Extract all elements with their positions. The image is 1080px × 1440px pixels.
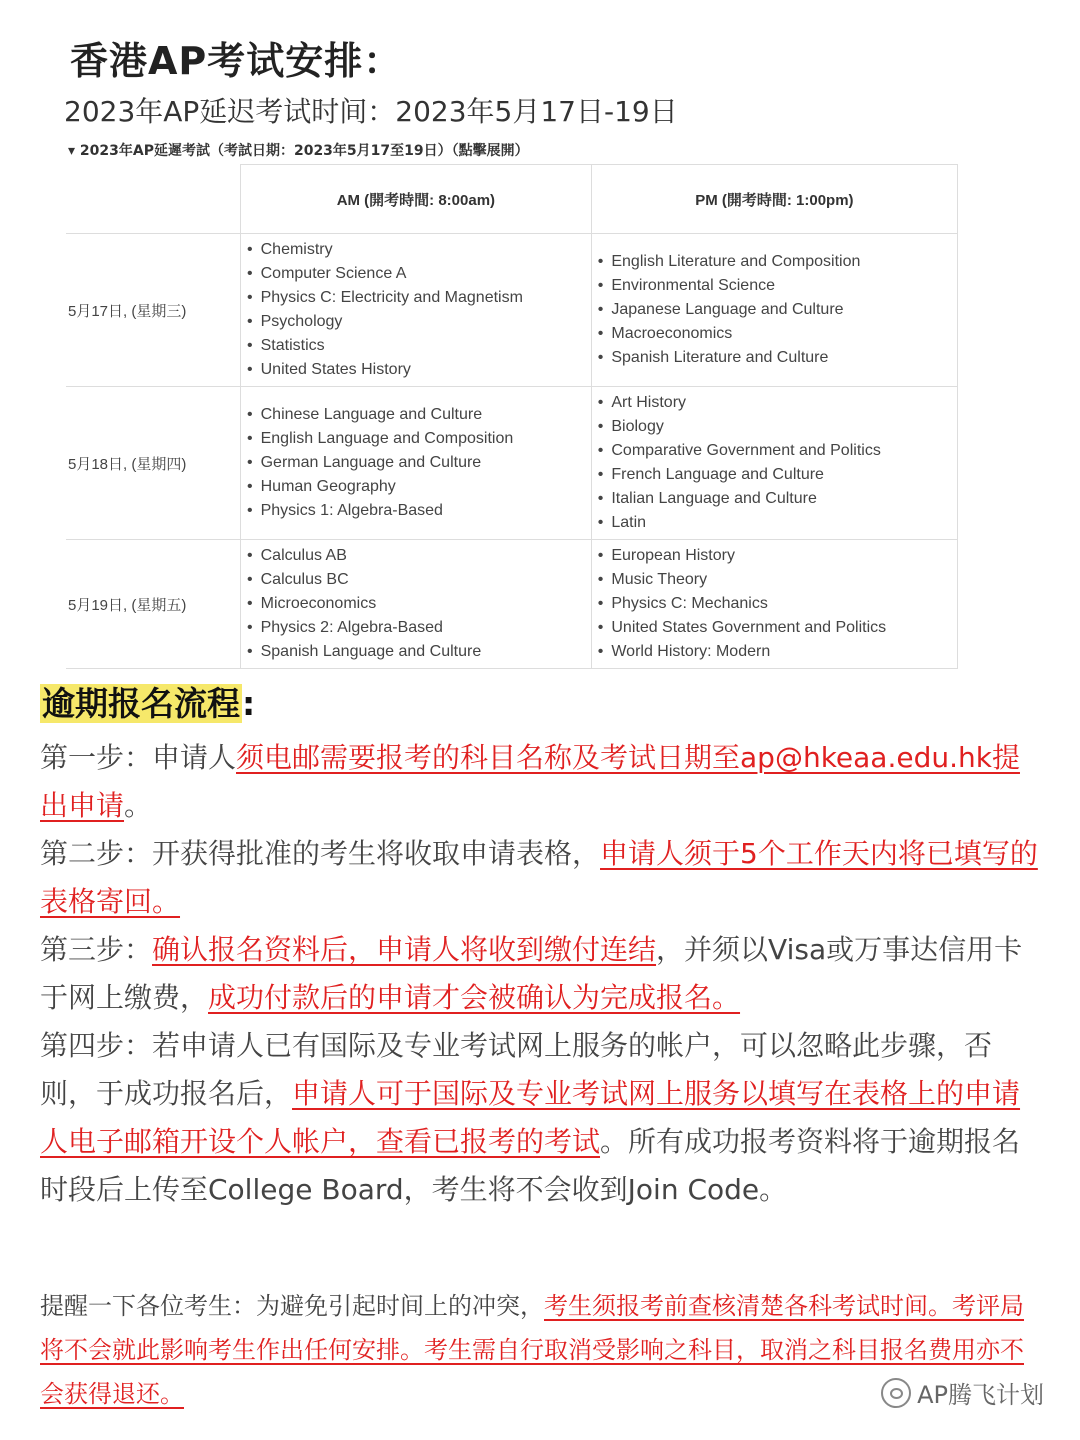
subject-item: • Psychology bbox=[247, 310, 591, 334]
subject-item: • European History bbox=[598, 544, 957, 568]
step-1-highlight: 须电邮需要报考的科目名称及考试日期至ap@hkeaa.edu.hk提出申请 bbox=[40, 741, 1020, 822]
step-3-highlight-2: 成功付款后的申请才会被确认为完成报名。 bbox=[208, 981, 741, 1014]
subject-item: • Computer Science A bbox=[247, 262, 591, 286]
step-2 bbox=[40, 830, 1045, 926]
subject-item: • English Language and Composition bbox=[247, 427, 591, 451]
subject-item: • German Language and Culture bbox=[247, 451, 591, 475]
subject-item: • Calculus AB bbox=[247, 544, 591, 568]
subject-item: • English Literature and Composition bbox=[598, 250, 957, 274]
step-4-tail: 。所有成功报考资料将于逾期报名时段后上传至College Board，考生将不会收到Join Code。 bbox=[40, 1125, 1021, 1206]
subject-item: • Physics 1: Algebra-Based bbox=[247, 499, 591, 523]
subject-item: • Spanish Literature and Culture bbox=[598, 346, 957, 370]
subject-item: • French Language and Culture bbox=[598, 463, 957, 487]
table-row bbox=[66, 540, 958, 669]
reminder-lead: 提醒一下各位考生：为避免引起时间上的冲突， bbox=[40, 1292, 544, 1320]
step-1-lead: 第一步：申请人 bbox=[40, 741, 237, 774]
subject-item: • Italian Language and Culture bbox=[598, 487, 957, 511]
late-registration-heading-text: 逾期报名流程 bbox=[42, 684, 240, 723]
subject-item: • United States Government and Politics bbox=[598, 616, 957, 640]
subject-item: • Music Theory bbox=[598, 568, 957, 592]
watermark-text: AP腾飞计划 bbox=[917, 1381, 1044, 1409]
table-caption[interactable]: ▾ 2023年AP延遲考試（考試日期：2023年5月17至19日）（點擊展開） bbox=[68, 143, 529, 159]
step-1 bbox=[40, 734, 1045, 830]
step-3-lead: 第三步： bbox=[40, 933, 153, 966]
page-title: 香港AP考试安排： bbox=[70, 39, 403, 83]
step-3-mid: ，并须以Visa或万事达信用卡于网上缴费， bbox=[40, 933, 1023, 1014]
pm-subjects-cell bbox=[591, 234, 957, 387]
exam-date-cell: 5月18日, (星期四) bbox=[66, 387, 241, 540]
pm-subjects-cell bbox=[591, 540, 957, 669]
late-registration-heading bbox=[40, 678, 255, 725]
am-subject-list bbox=[247, 544, 591, 664]
subject-item: • Statistics bbox=[247, 334, 591, 358]
subject-item: • Chemistry bbox=[247, 238, 591, 262]
subject-item: • Environmental Science bbox=[598, 274, 957, 298]
subject-item: • Physics 2: Algebra-Based bbox=[247, 616, 591, 640]
am-subject-list bbox=[247, 403, 591, 523]
pm-subject-list bbox=[598, 250, 957, 370]
wechat-icon bbox=[881, 1378, 911, 1408]
subject-item: • Biology bbox=[598, 415, 957, 439]
step-4-highlight: 申请人可于国际及专业考试网上服务以填写在表格上的申请人电子邮箱开设个人帐户，查看已报考的考试 bbox=[40, 1077, 1021, 1158]
subject-item: • Physics C: Mechanics bbox=[598, 592, 957, 616]
step-4-lead: 第四步：若申请人已有国际及专业考试网上服务的帐户，可以忽略此步骤，否则，于成功报名后， bbox=[40, 1029, 993, 1110]
table-row bbox=[66, 387, 958, 540]
pm-subject-list bbox=[598, 391, 957, 535]
pm-column-header: PM (開考時間: 1:00pm) bbox=[591, 165, 957, 234]
step-4 bbox=[40, 1022, 1045, 1214]
subject-item: • Latin bbox=[598, 511, 957, 535]
table-header-row bbox=[66, 165, 958, 234]
page-subtitle: 2023年AP延迟考试时间：2023年5月17日-19日 bbox=[64, 95, 678, 128]
am-subjects-cell bbox=[241, 234, 592, 387]
exam-schedule-table bbox=[66, 164, 958, 669]
subject-item: • Macroeconomics bbox=[598, 322, 957, 346]
exam-date-cell: 5月19日, (星期五) bbox=[66, 540, 241, 669]
step-1-tail: 。 bbox=[124, 789, 153, 822]
step-3-highlight-1: 确认报名资料后，申请人将收到缴付连结 bbox=[152, 933, 657, 966]
subject-item: • Comparative Government and Politics bbox=[598, 439, 957, 463]
subject-item: • Physics C: Electricity and Magnetism bbox=[247, 286, 591, 310]
am-subjects-cell bbox=[241, 387, 592, 540]
subject-item: • Calculus BC bbox=[247, 568, 591, 592]
table-corner-cell bbox=[66, 165, 241, 234]
subject-item: • Chinese Language and Culture bbox=[247, 403, 591, 427]
step-3 bbox=[40, 926, 1045, 1022]
subject-item: • World History: Modern bbox=[598, 640, 957, 664]
am-column-header: AM (開考時間: 8:00am) bbox=[241, 165, 592, 234]
subject-item: • Japanese Language and Culture bbox=[598, 298, 957, 322]
registration-steps bbox=[40, 734, 1045, 1214]
subject-item: • Spanish Language and Culture bbox=[247, 640, 591, 664]
pm-subjects-cell bbox=[591, 387, 957, 540]
am-subject-list bbox=[247, 238, 591, 382]
table-row bbox=[66, 234, 958, 387]
watermark bbox=[881, 1375, 1044, 1410]
step-2-lead: 第二步：开获得批准的考生将收取申请表格， bbox=[40, 837, 601, 870]
subject-item: • United States History bbox=[247, 358, 591, 382]
subject-item: • Microeconomics bbox=[247, 592, 591, 616]
late-registration-heading-colon: : bbox=[242, 684, 256, 723]
exam-date-cell: 5月17日, (星期三) bbox=[66, 234, 241, 387]
subject-item: • Art History bbox=[598, 391, 957, 415]
step-2-highlight: 申请人须于5个工作天内将已填写的表格寄回。 bbox=[40, 837, 1038, 918]
reminder-highlight: 考生须报考前查核清楚各科考试时间。考评局将不会就此影响考生作出任何安排。考生需自行取消受影响之科目，取消之科目报名费用亦不会获得退还。 bbox=[40, 1292, 1024, 1408]
subject-item: • Human Geography bbox=[247, 475, 591, 499]
am-subjects-cell bbox=[241, 540, 592, 669]
pm-subject-list bbox=[598, 544, 957, 664]
